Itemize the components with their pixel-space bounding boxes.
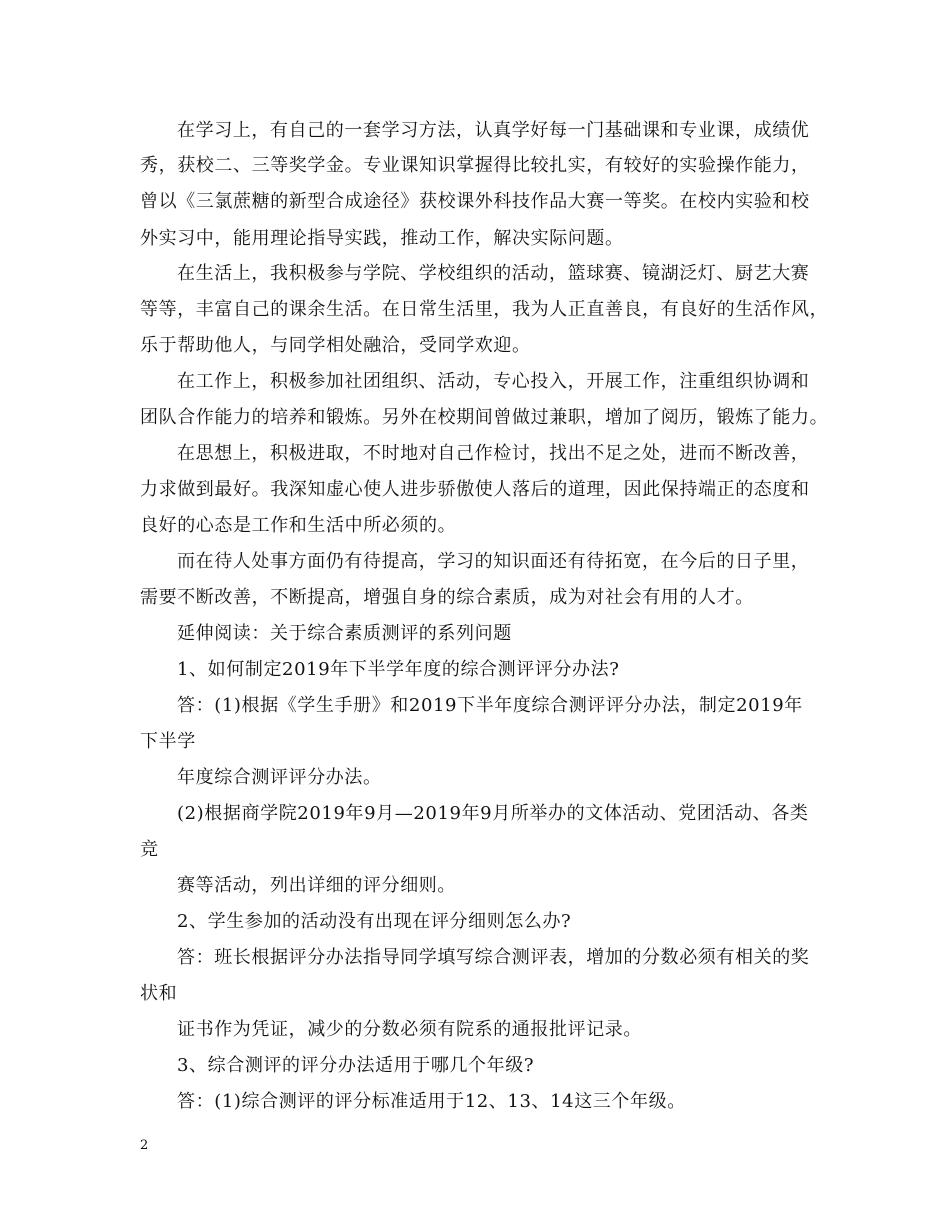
text-line: 外实习中，能用理论指导实践，推动工作，解决实际问题。 [140, 228, 624, 249]
text-line: 3、综合测评的评分办法适用于哪几个年级? [177, 1055, 535, 1076]
page-number: 2 [140, 1138, 149, 1153]
text-line: 答：(1)根据《学生手册》和2019下半年度综合测评评分办法，制定2019年 [177, 695, 803, 716]
text-line: 需要不断改善，不断提高，增强自身的综合素质，成为对社会有用的人才。 [140, 587, 754, 608]
text-line: 竞 [140, 839, 159, 860]
text-line: 在工作上，积极参加社团组织、活动，专心投入，开展工作，注重组织协调和 [177, 371, 810, 392]
text-line: 力求做到最好。我深知虚心使人进步骄傲使人落后的道理，因此保持端正的态度和 [140, 479, 810, 500]
text-line: 证书作为凭证，减少的分数必须有院系的通报批评记录。 [177, 1019, 642, 1040]
text-line: 2、学生参加的活动没有出现在评分细则怎么办? [177, 911, 572, 932]
text-line: 在学习上，有自己的一套学习方法，认真学好每一门基础课和专业课，成绩优 [177, 120, 810, 141]
text-line: 曾以《三氯蔗糖的新型合成途径》获校课外科技作品大赛一等奖。在校内实验和校 [140, 191, 810, 212]
text-line: 1、如何制定2019年下半学年度的综合测评评分办法? [177, 659, 620, 680]
text-line: (2)根据商学院2019年9月—2019年9月所举办的文体活动、党团活动、各类 [177, 803, 809, 824]
text-line: 答：(1)综合测评的评分标准适用于12、13、14这三个年级。 [177, 1091, 686, 1112]
text-line: 在生活上，我积极参与学院、学校组织的活动，篮球赛、镜湖泛灯、厨艺大赛 [177, 263, 810, 284]
text-line: 在思想上，积极进取，不时地对自己作检讨，找出不足之处，进而不断改善， [177, 443, 810, 464]
text-line: 而在待人处事方面仍有待提高，学习的知识面还有待拓宽，在今后的日子里， [177, 551, 810, 572]
text-line: 延伸阅读：关于综合素质测评的系列问题 [177, 623, 512, 644]
text-line: 秀，获校二、三等奖学金。专业课知识掌握得比较扎实，有较好的实验操作能力， [140, 155, 810, 176]
text-line: 状和 [140, 983, 178, 1004]
text-line: 乐于帮助他人，与同学相处融洽，受同学欢迎。 [140, 335, 531, 356]
text-line: 等等，丰富自己的课余生活。在日常生活里，我为人正直善良，有良好的生活作风， [140, 299, 829, 320]
text-line: 年度综合测评评分办法。 [177, 767, 382, 788]
text-line: 良好的心态是工作和生活中所必须的。 [140, 515, 457, 536]
text-line: 团队合作能力的培养和锻炼。另外在校期间曾做过兼职，增加了阅历，锻炼了能力。 [140, 407, 829, 428]
text-line: 答：班长根据评分办法指导同学填写综合测评表，增加的分数必须有相关的奖 [177, 947, 810, 968]
text-line: 下半学 [140, 731, 196, 752]
text-line: 赛等活动，列出详细的评分细则。 [177, 875, 456, 896]
